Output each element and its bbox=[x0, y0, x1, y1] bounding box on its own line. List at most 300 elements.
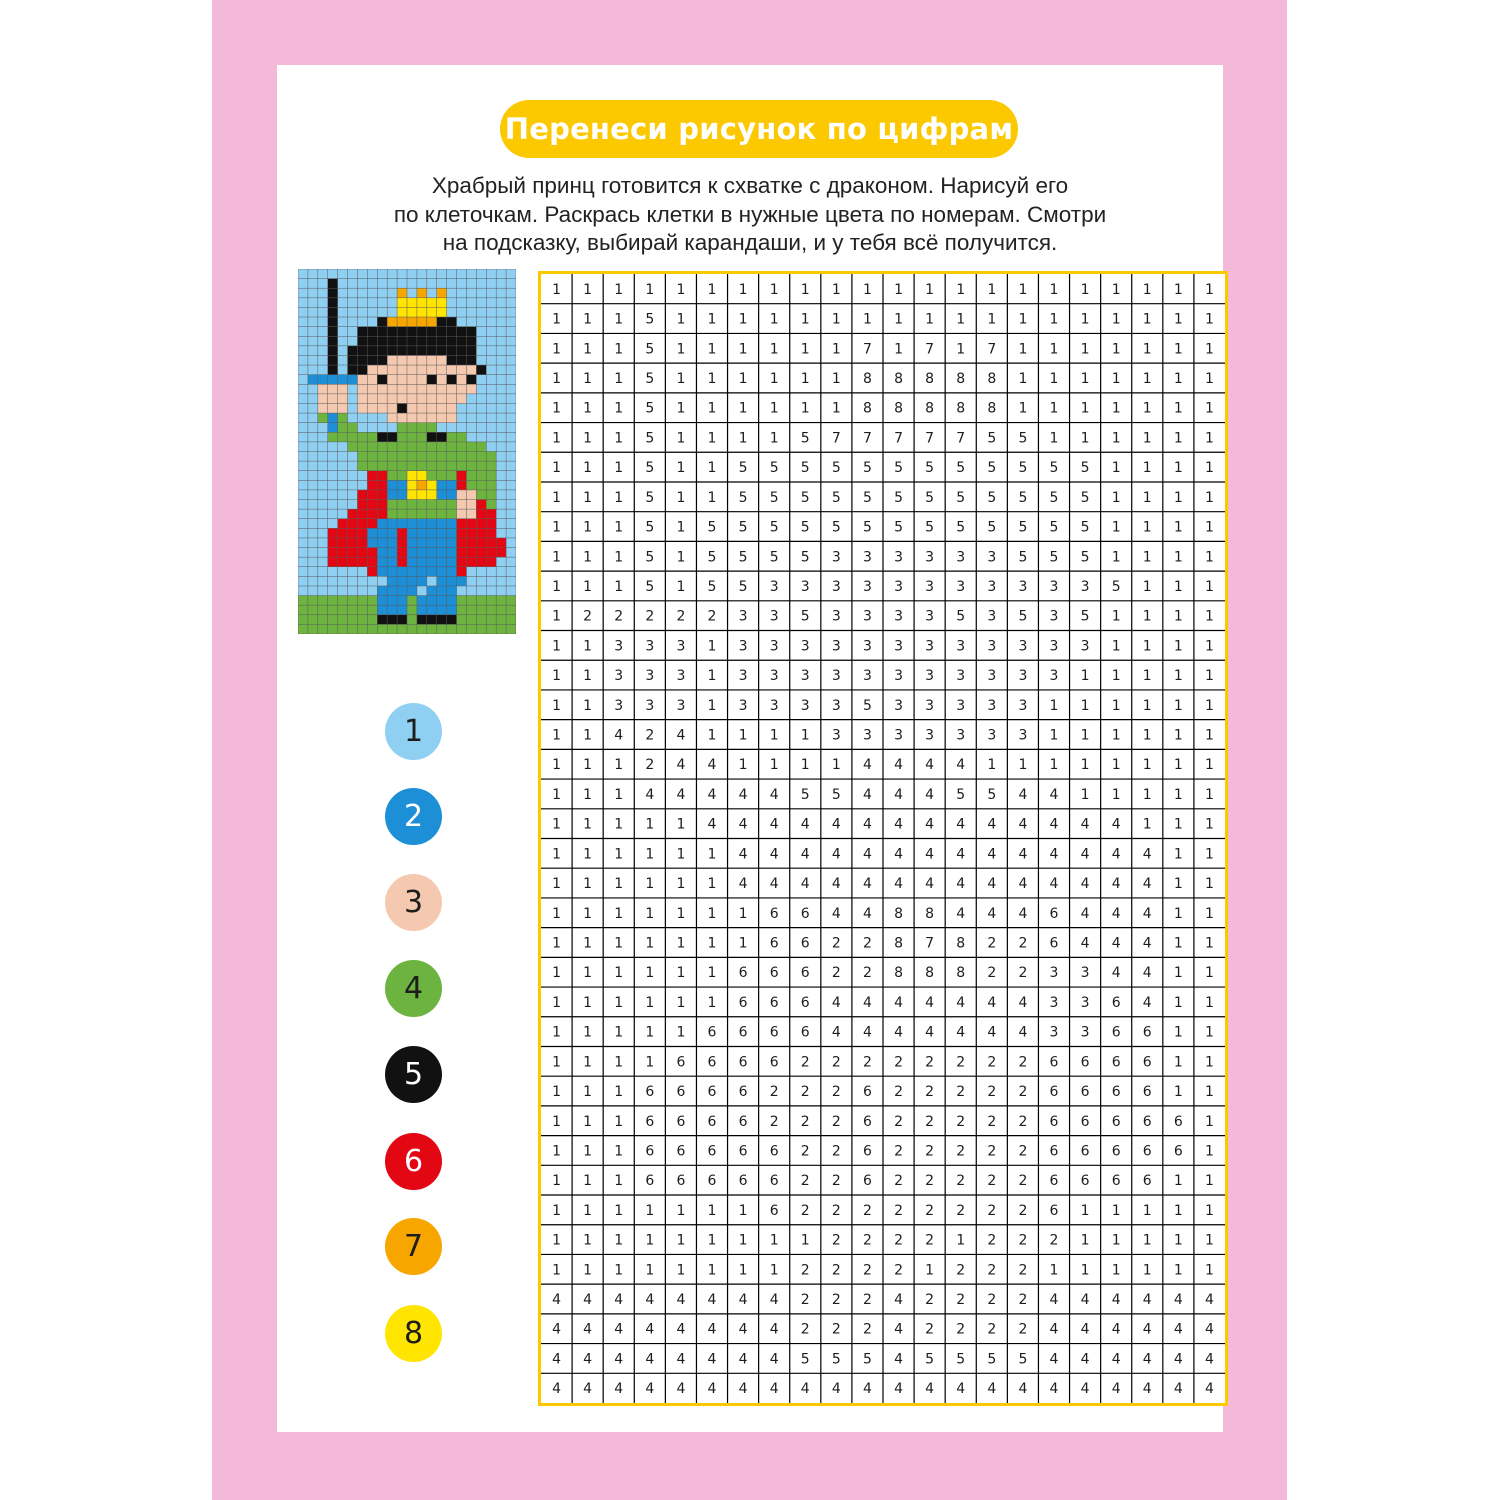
grid-cell-number: 1 bbox=[1204, 994, 1214, 1011]
grid-cell-number: 4 bbox=[956, 816, 966, 833]
preview-cell bbox=[308, 336, 318, 346]
preview-cell bbox=[466, 528, 476, 538]
preview-cell bbox=[427, 365, 437, 375]
grid-cell-number: 4 bbox=[987, 816, 997, 833]
preview-cell bbox=[476, 365, 486, 375]
grid-cell-number: 3 bbox=[894, 638, 904, 655]
preview-cell bbox=[417, 471, 427, 481]
grid-cell-number: 1 bbox=[676, 816, 686, 833]
preview-cell bbox=[308, 538, 318, 548]
preview-cell bbox=[338, 480, 348, 490]
preview-cell bbox=[407, 288, 417, 298]
grid-cell-number: 1 bbox=[676, 311, 686, 328]
preview-cell bbox=[367, 509, 377, 519]
preview-cell bbox=[397, 375, 407, 385]
grid-cell-number: 1 bbox=[614, 341, 624, 358]
grid-cell-number: 7 bbox=[925, 341, 935, 358]
preview-cell bbox=[377, 480, 387, 490]
grid-cell-number: 1 bbox=[1173, 1024, 1183, 1041]
grid-cell-number: 1 bbox=[1173, 370, 1183, 387]
grid-cell-number: 5 bbox=[738, 489, 748, 506]
preview-cell bbox=[427, 605, 437, 615]
grid-cell-number: 1 bbox=[1204, 846, 1214, 863]
preview-cell bbox=[417, 567, 427, 577]
grid-cell-number: 3 bbox=[862, 727, 872, 744]
grid-cell-number: 5 bbox=[1018, 460, 1028, 477]
grid-cell-number: 3 bbox=[956, 697, 966, 714]
grid-cell-number: 4 bbox=[987, 846, 997, 863]
grid-cell-number: 1 bbox=[707, 460, 717, 477]
preview-cell bbox=[486, 355, 496, 365]
grid-cell-number: 4 bbox=[925, 846, 935, 863]
preview-cell bbox=[357, 586, 367, 596]
preview-cell bbox=[338, 576, 348, 586]
preview-cell bbox=[457, 471, 467, 481]
title-banner bbox=[500, 100, 1018, 158]
grid-cell-number: 4 bbox=[862, 846, 872, 863]
preview-cell bbox=[466, 624, 476, 634]
grid-cell-number: 1 bbox=[1173, 1173, 1183, 1190]
preview-cell bbox=[466, 394, 476, 404]
grid-cell-number: 1 bbox=[1080, 341, 1090, 358]
preview-cell bbox=[387, 375, 397, 385]
grid-cell-number: 1 bbox=[1018, 757, 1028, 774]
grid-cell-number: 3 bbox=[894, 608, 904, 625]
preview-cell bbox=[397, 288, 407, 298]
preview-cell bbox=[387, 538, 397, 548]
preview-cell bbox=[407, 586, 417, 596]
preview-cell bbox=[298, 509, 308, 519]
grid-cell-number: 1 bbox=[676, 905, 686, 922]
preview-cell bbox=[328, 375, 338, 385]
preview-cell bbox=[318, 317, 328, 327]
preview-cell bbox=[476, 384, 486, 394]
grid-cell-number: 4 bbox=[800, 846, 810, 863]
preview-cell bbox=[417, 509, 427, 519]
grid-cell-number: 6 bbox=[645, 1143, 655, 1160]
grid-cell-number: 1 bbox=[831, 370, 841, 387]
preview-cell bbox=[447, 269, 457, 279]
grid-cell-number: 4 bbox=[894, 1351, 904, 1368]
grid-cell-number: 1 bbox=[707, 965, 717, 982]
grid-cell-number: 1 bbox=[1049, 311, 1059, 328]
preview-cell bbox=[437, 442, 447, 452]
grid-cell-number: 1 bbox=[1142, 816, 1152, 833]
grid-cell-number: 3 bbox=[645, 638, 655, 655]
grid-cell-number: 1 bbox=[1173, 846, 1183, 863]
preview-cell bbox=[298, 500, 308, 510]
grid-cell-number: 2 bbox=[800, 1054, 810, 1071]
instruction-line: на подсказку, выбирай карандаши, и у тебя всё получится. bbox=[442, 230, 1058, 255]
preview-cell bbox=[387, 567, 397, 577]
grid-cell-number: 1 bbox=[676, 489, 686, 506]
grid-cell-number: 2 bbox=[831, 965, 841, 982]
grid-cell-number: 1 bbox=[738, 727, 748, 744]
grid-cell-number: 3 bbox=[956, 668, 966, 685]
preview-cell bbox=[476, 615, 486, 625]
preview-cell bbox=[298, 615, 308, 625]
preview-cell bbox=[407, 490, 417, 500]
preview-cell bbox=[496, 288, 506, 298]
grid-cell-number: 3 bbox=[1080, 994, 1090, 1011]
preview-cell bbox=[338, 567, 348, 577]
preview-cell bbox=[367, 519, 377, 529]
preview-cell bbox=[447, 605, 457, 615]
grid-cell-number: 1 bbox=[1142, 341, 1152, 358]
grid-cell-number: 6 bbox=[1142, 1084, 1152, 1101]
grid-cell-number: 1 bbox=[645, 1054, 655, 1071]
grid-cell-number: 1 bbox=[1173, 1202, 1183, 1219]
preview-cell bbox=[367, 336, 377, 346]
grid-cell-number: 1 bbox=[552, 1232, 562, 1249]
preview-cell bbox=[308, 298, 318, 308]
grid-cell-number: 2 bbox=[831, 1321, 841, 1338]
preview-cell bbox=[447, 355, 457, 365]
preview-cell bbox=[387, 480, 397, 490]
preview-cell bbox=[357, 576, 367, 586]
grid-cell-number: 6 bbox=[707, 1054, 717, 1071]
grid-cell-number: 1 bbox=[1049, 727, 1059, 744]
preview-cell bbox=[437, 567, 447, 577]
grid-cell-number: 4 bbox=[707, 1381, 717, 1398]
preview-cell bbox=[407, 538, 417, 548]
preview-cell bbox=[447, 346, 457, 356]
grid-cell-number: 1 bbox=[676, 1202, 686, 1219]
grid-cell-number: 4 bbox=[1018, 786, 1028, 803]
grid-cell-number: 1 bbox=[707, 400, 717, 417]
grid-cell-number: 3 bbox=[831, 638, 841, 655]
grid-cell-number: 4 bbox=[925, 994, 935, 1011]
grid-cell-number: 5 bbox=[987, 786, 997, 803]
preview-cell bbox=[486, 567, 496, 577]
grid-cell-number: 1 bbox=[614, 876, 624, 893]
preview-cell bbox=[466, 384, 476, 394]
grid-cell-number: 6 bbox=[800, 905, 810, 922]
grid-cell-number: 6 bbox=[1080, 1084, 1090, 1101]
grid-cell-number: 6 bbox=[1142, 1113, 1152, 1130]
preview-cell bbox=[387, 432, 397, 442]
grid-cell-number: 1 bbox=[769, 430, 779, 447]
grid-cell-number: 6 bbox=[1142, 1024, 1152, 1041]
grid-cell-number: 1 bbox=[1173, 638, 1183, 655]
grid-cell-number: 2 bbox=[831, 1232, 841, 1249]
preview-cell bbox=[476, 336, 486, 346]
preview-cell bbox=[348, 605, 358, 615]
grid-cell-number: 5 bbox=[862, 489, 872, 506]
preview-cell bbox=[387, 500, 397, 510]
preview-cell bbox=[496, 480, 506, 490]
grid-cell-number: 5 bbox=[862, 460, 872, 477]
grid-cell-number: 1 bbox=[676, 341, 686, 358]
preview-cell bbox=[387, 423, 397, 433]
grid-cell-number: 4 bbox=[1080, 876, 1090, 893]
preview-cell bbox=[338, 403, 348, 413]
preview-cell bbox=[348, 557, 358, 567]
preview-cell bbox=[417, 548, 427, 558]
preview-cell bbox=[318, 519, 328, 529]
grid-cell-number: 1 bbox=[1204, 608, 1214, 625]
grid-cell-number: 3 bbox=[862, 668, 872, 685]
preview-cell bbox=[427, 394, 437, 404]
grid-cell-number: 1 bbox=[552, 757, 562, 774]
grid-cell-number: 1 bbox=[676, 965, 686, 982]
preview-cell bbox=[397, 490, 407, 500]
preview-cell bbox=[427, 298, 437, 308]
grid-cell-number: 4 bbox=[738, 1292, 748, 1309]
preview-cell bbox=[506, 490, 516, 500]
grid-cell-number: 1 bbox=[707, 311, 717, 328]
preview-cell bbox=[486, 269, 496, 279]
preview-cell bbox=[447, 471, 457, 481]
grid-cell-number: 1 bbox=[676, 370, 686, 387]
grid-cell-number: 1 bbox=[614, 965, 624, 982]
grid-cell-number: 3 bbox=[987, 608, 997, 625]
preview-cell bbox=[298, 269, 308, 279]
preview-cell bbox=[397, 423, 407, 433]
grid-cell-number: 6 bbox=[1080, 1054, 1090, 1071]
grid-cell-number: 1 bbox=[1204, 935, 1214, 952]
grid-cell-number: 1 bbox=[614, 1173, 624, 1190]
grid-cell-number: 6 bbox=[769, 1173, 779, 1190]
preview-cell bbox=[486, 384, 496, 394]
preview-cell bbox=[367, 432, 377, 442]
grid-cell-number: 1 bbox=[1173, 1232, 1183, 1249]
grid-cell-number: 4 bbox=[1111, 965, 1121, 982]
grid-cell-number: 1 bbox=[769, 1232, 779, 1249]
grid-cell-number: 1 bbox=[1049, 281, 1059, 298]
grid-cell-number: 1 bbox=[645, 816, 655, 833]
grid-cell-number: 1 bbox=[614, 1113, 624, 1130]
preview-cell bbox=[447, 519, 457, 529]
preview-cell bbox=[437, 500, 447, 510]
preview-cell bbox=[298, 288, 308, 298]
preview-cell bbox=[308, 615, 318, 625]
preview-cell bbox=[318, 490, 328, 500]
grid-cell-number: 2 bbox=[956, 1054, 966, 1071]
grid-cell-number: 6 bbox=[707, 1173, 717, 1190]
grid-cell-number: 3 bbox=[614, 697, 624, 714]
preview-cell bbox=[298, 452, 308, 462]
preview-cell bbox=[447, 279, 457, 289]
preview-cell bbox=[466, 442, 476, 452]
grid-cell-number: 1 bbox=[987, 311, 997, 328]
preview-cell bbox=[338, 490, 348, 500]
preview-cell bbox=[367, 346, 377, 356]
preview-cell bbox=[318, 548, 328, 558]
preview-cell bbox=[298, 279, 308, 289]
grid-cell-number: 1 bbox=[1111, 727, 1121, 744]
preview-cell bbox=[387, 288, 397, 298]
grid-cell-number: 4 bbox=[1142, 965, 1152, 982]
preview-cell bbox=[417, 365, 427, 375]
grid-cell-number: 1 bbox=[676, 935, 686, 952]
preview-cell bbox=[447, 432, 457, 442]
grid-cell-number: 4 bbox=[1080, 905, 1090, 922]
grid-cell-number: 3 bbox=[894, 549, 904, 566]
preview-cell bbox=[466, 500, 476, 510]
preview-cell bbox=[367, 500, 377, 510]
preview-cell bbox=[328, 500, 338, 510]
preview-cell bbox=[367, 567, 377, 577]
grid-cell-number: 3 bbox=[676, 638, 686, 655]
preview-cell bbox=[466, 538, 476, 548]
preview-cell bbox=[437, 394, 447, 404]
preview-cell bbox=[308, 500, 318, 510]
preview-cell bbox=[328, 413, 338, 423]
preview-cell bbox=[367, 423, 377, 433]
grid-cell-number: 1 bbox=[800, 727, 810, 744]
preview-cell bbox=[476, 528, 486, 538]
grid-cell-number: 1 bbox=[1173, 400, 1183, 417]
preview-cell bbox=[357, 413, 367, 423]
preview-cell bbox=[338, 615, 348, 625]
grid-cell-number: 6 bbox=[1142, 1173, 1152, 1190]
grid-cell-number: 1 bbox=[614, 994, 624, 1011]
grid-cell-number: 6 bbox=[645, 1173, 655, 1190]
preview-cell bbox=[447, 442, 457, 452]
preview-cell bbox=[427, 471, 437, 481]
preview-cell bbox=[397, 307, 407, 317]
preview-cell bbox=[357, 394, 367, 404]
preview-cell bbox=[427, 576, 437, 586]
grid-cell-number: 4 bbox=[1173, 1292, 1183, 1309]
preview-cell bbox=[417, 269, 427, 279]
grid-cell-number: 3 bbox=[831, 727, 841, 744]
preview-cell bbox=[437, 384, 447, 394]
preview-cell bbox=[466, 413, 476, 423]
preview-cell bbox=[367, 624, 377, 634]
grid-cell-number: 4 bbox=[1142, 1321, 1152, 1338]
grid-cell-number: 1 bbox=[1142, 549, 1152, 566]
grid-cell-number: 1 bbox=[1173, 935, 1183, 952]
grid-cell-number: 4 bbox=[1049, 786, 1059, 803]
grid-cell-number: 1 bbox=[1080, 400, 1090, 417]
preview-cell bbox=[328, 586, 338, 596]
grid-cell-number: 1 bbox=[645, 1202, 655, 1219]
preview-cell bbox=[298, 519, 308, 529]
preview-cell bbox=[407, 432, 417, 442]
preview-cell bbox=[298, 327, 308, 337]
grid-cell-number: 3 bbox=[894, 578, 904, 595]
preview-cell bbox=[476, 586, 486, 596]
preview-cell bbox=[476, 403, 486, 413]
grid-cell-number: 1 bbox=[676, 1232, 686, 1249]
preview-cell bbox=[308, 413, 318, 423]
grid-cell-number: 6 bbox=[738, 1024, 748, 1041]
preview-cell bbox=[377, 346, 387, 356]
grid-cell-number: 1 bbox=[769, 311, 779, 328]
grid-cell-number: 1 bbox=[707, 281, 717, 298]
grid-cell-number: 1 bbox=[1111, 638, 1121, 655]
grid-cell-number: 1 bbox=[583, 370, 593, 387]
grid-cell-number: 6 bbox=[676, 1173, 686, 1190]
preview-cell bbox=[387, 557, 397, 567]
preview-cell bbox=[486, 442, 496, 452]
grid-cell-number: 3 bbox=[987, 578, 997, 595]
grid-cell-number: 3 bbox=[1049, 1024, 1059, 1041]
grid-cell-number: 1 bbox=[1204, 1024, 1214, 1041]
preview-cell bbox=[318, 480, 328, 490]
preview-cell bbox=[338, 548, 348, 558]
preview-cell bbox=[506, 624, 516, 634]
grid-cell-number: 4 bbox=[614, 1381, 624, 1398]
preview-cell bbox=[308, 375, 318, 385]
preview-cell bbox=[298, 413, 308, 423]
grid-cell-number: 1 bbox=[1142, 757, 1152, 774]
grid-cell-number: 4 bbox=[676, 1351, 686, 1368]
grid-cell-number: 1 bbox=[707, 1262, 717, 1279]
preview-cell bbox=[476, 567, 486, 577]
grid-cell-number: 2 bbox=[925, 1321, 935, 1338]
preview-cell bbox=[318, 365, 328, 375]
grid-cell-number: 5 bbox=[645, 549, 655, 566]
preview-cell bbox=[308, 452, 318, 462]
preview-cell bbox=[387, 413, 397, 423]
preview-cell bbox=[427, 336, 437, 346]
preview-cell bbox=[447, 384, 457, 394]
grid-cell-number: 1 bbox=[1173, 994, 1183, 1011]
preview-cell bbox=[466, 269, 476, 279]
grid-cell-number: 4 bbox=[707, 816, 717, 833]
grid-cell-number: 1 bbox=[1111, 757, 1121, 774]
grid-cell-number: 6 bbox=[738, 1143, 748, 1160]
grid-cell-number: 1 bbox=[1080, 1232, 1090, 1249]
preview-cell bbox=[407, 509, 417, 519]
preview-cell bbox=[437, 346, 447, 356]
grid-cell-number: 2 bbox=[987, 1143, 997, 1160]
grid-cell-number: 4 bbox=[1018, 994, 1028, 1011]
grid-cell-number: 4 bbox=[862, 1024, 872, 1041]
grid-cell-number: 5 bbox=[862, 1351, 872, 1368]
preview-cell bbox=[476, 548, 486, 558]
grid-cell-number: 1 bbox=[1142, 578, 1152, 595]
grid-cell-number: 3 bbox=[894, 697, 904, 714]
preview-cell bbox=[367, 327, 377, 337]
preview-cell bbox=[476, 452, 486, 462]
grid-cell-number: 4 bbox=[862, 757, 872, 774]
preview-cell bbox=[427, 528, 437, 538]
preview-cell bbox=[466, 519, 476, 529]
preview-cell bbox=[496, 528, 506, 538]
preview-cell bbox=[338, 384, 348, 394]
grid-cell-number: 8 bbox=[894, 965, 904, 982]
preview-cell bbox=[397, 452, 407, 462]
grid-cell-number: 1 bbox=[614, 1232, 624, 1249]
grid-cell-number: 1 bbox=[1049, 697, 1059, 714]
preview-cell bbox=[417, 346, 427, 356]
grid-cell-number: 1 bbox=[1204, 400, 1214, 417]
preview-cell bbox=[427, 327, 437, 337]
preview-cell bbox=[496, 403, 506, 413]
grid-cell-number: 1 bbox=[614, 311, 624, 328]
preview-cell bbox=[377, 548, 387, 558]
preview-cell bbox=[447, 615, 457, 625]
preview-cell bbox=[417, 615, 427, 625]
preview-cell bbox=[387, 586, 397, 596]
grid-cell-number: 4 bbox=[1142, 994, 1152, 1011]
preview-cell bbox=[308, 365, 318, 375]
grid-cell-number: 3 bbox=[862, 578, 872, 595]
preview-cell bbox=[367, 355, 377, 365]
grid-cell-number: 1 bbox=[1204, 1054, 1214, 1071]
preview-cell bbox=[328, 605, 338, 615]
grid-cell-number: 1 bbox=[894, 281, 904, 298]
grid-cell-number: 4 bbox=[769, 1292, 779, 1309]
grid-cell-number: 6 bbox=[1111, 1173, 1121, 1190]
grid-cell-number: 1 bbox=[1111, 460, 1121, 477]
preview-cell bbox=[357, 538, 367, 548]
preview-cell bbox=[506, 403, 516, 413]
